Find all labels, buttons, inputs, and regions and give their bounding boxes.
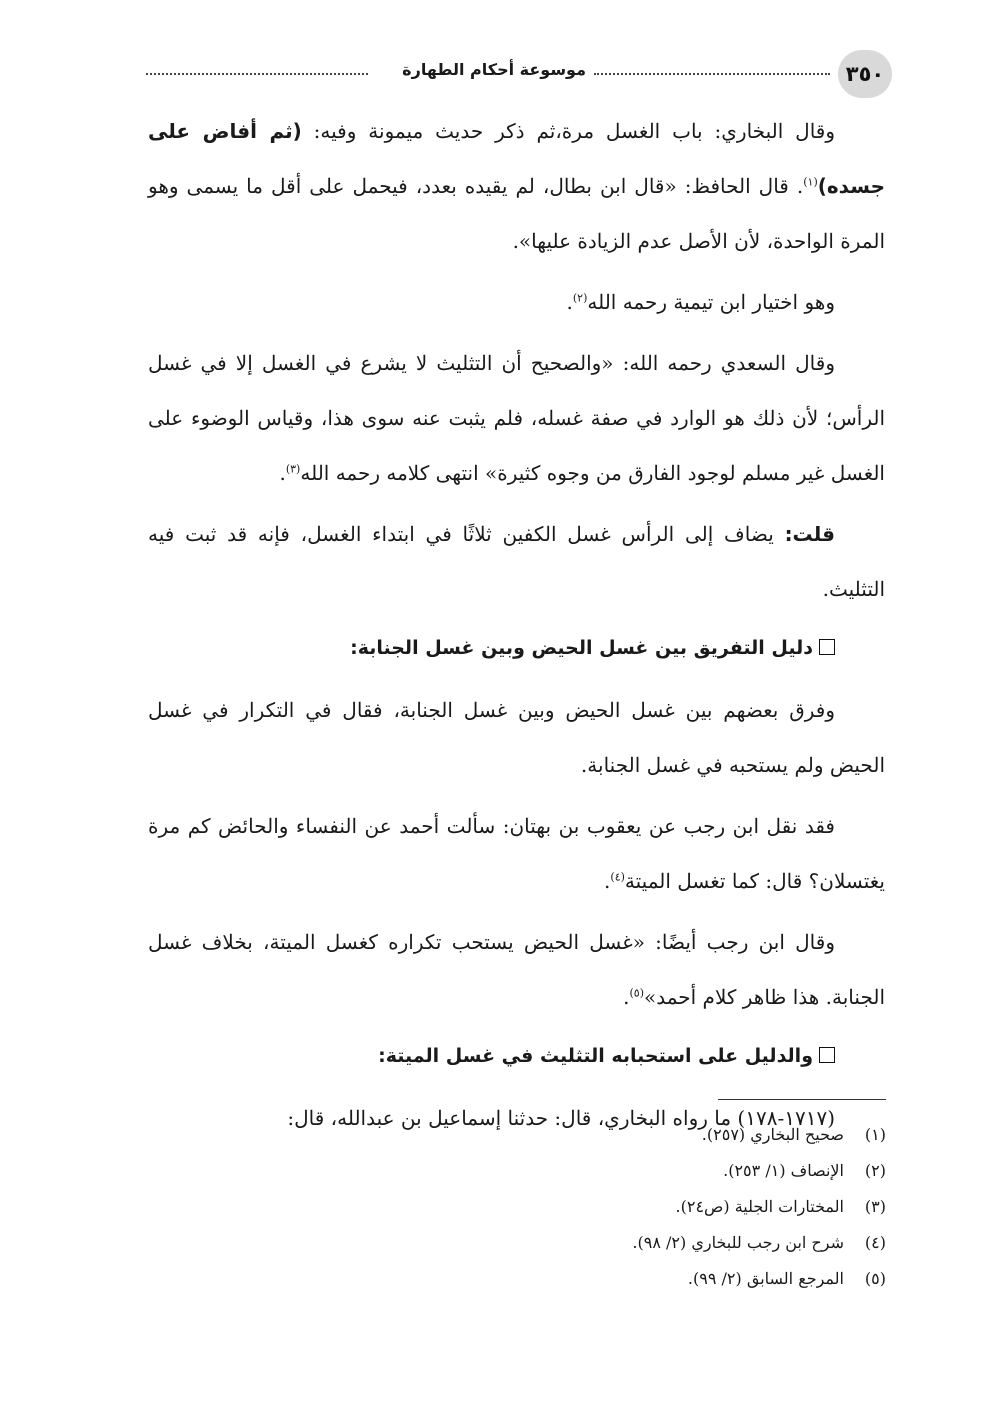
paragraph-3: وقال السعدي رحمه الله: «والصحيح أن التثليث لا يشرع في الغسل إلا في غسل الرأس؛ لأن ذلك هو الوارد في صفة غسله، فلم يثبت عنه سوى هذا، وقياس الوضوء على الغسل غير مسلم لوجود الفارق من وجوه كثيرة» انتهى كلامه رحمه الله$^{(٣)}$. bbox=[148, 351, 886, 485]
footnote-item bbox=[146, 1153, 886, 1189]
footnote-text: المختارات الجلية (ص٢٤). bbox=[675, 1197, 844, 1216]
footnote-item bbox=[146, 1261, 886, 1297]
header-dots-left bbox=[146, 73, 368, 75]
paragraph-6: فقد نقل ابن رجب عن يعقوب بن بهتان: سألت أحمد عن النفساء والحائض كم مرة يغتسلان؟ قال: كما تغسل الميتة$^{(٤)}$. bbox=[148, 814, 885, 893]
paragraph-8: (١٧١٧-١٧٨) ما رواه البخاري، قال: حدثنا إسماعيل بن عبدالله، قال: bbox=[287, 1106, 835, 1130]
footnote-separator bbox=[718, 1099, 886, 1100]
footnote-item bbox=[146, 1225, 886, 1261]
footnote-item bbox=[146, 1189, 886, 1225]
footnote-text: المرجع السابق (٢/ ٩٩). bbox=[687, 1269, 844, 1288]
square-bullet-icon bbox=[819, 639, 835, 655]
footnote-text: صحيح البخاري (٢٥٧). bbox=[701, 1125, 844, 1144]
footnote-ref-4[interactable]: (٤) bbox=[610, 870, 625, 884]
header-dots-right bbox=[594, 73, 830, 75]
main-text bbox=[148, 104, 885, 1152]
paragraph-1: وقال البخاري: باب الغسل مرة،ثم ذكر حديث ميمونة وفيه: (ثم أفاض على جسده)$^{(١)}$. قال الحافظ: «قال ابن بطال، لم يقيده بعدد، فيحمل على أقل ما يسمى وهو المرة الواحدة، لأن الأصل عدم الزيادة عليها». bbox=[148, 119, 885, 253]
footnote-ref-2[interactable]: (٢) bbox=[572, 291, 588, 305]
section-heading-2: والدليل على استحبابه التثليث في غسل الميتة: bbox=[148, 1031, 885, 1081]
book-title: موسوعة أحكام الطهارة bbox=[396, 60, 592, 79]
square-bullet-icon bbox=[819, 1047, 835, 1063]
footnote-ref-3[interactable]: (٣) bbox=[285, 462, 301, 476]
footnote-text: الإنصاف (١/ ٢٥٣). bbox=[723, 1161, 844, 1180]
paragraph-4: قلت: يضاف إلى الرأس غسل الكفين ثلاثًا في ابتداء الغسل، فإنه قد ثبت فيه التثليث. bbox=[148, 522, 885, 601]
page-number: ٣٥٠ bbox=[838, 50, 892, 98]
footnote-number: (٤) bbox=[864, 1233, 886, 1252]
footnote-number: (١) bbox=[864, 1125, 886, 1144]
paragraph-5: وفرق بعضهم بين غسل الحيض وبين غسل الجنابة، فقال في التكرار في غسل الحيض ولم يستحبه في غسل الجنابة. bbox=[148, 698, 885, 777]
footnote-text: شرح ابن رجب للبخاري (٢/ ٩٨). bbox=[632, 1233, 844, 1252]
footnote-item bbox=[146, 1117, 886, 1153]
page-header bbox=[140, 50, 892, 98]
paragraph-7: وقال ابن رجب أيضًا: «غسل الحيض يستحب تكراره كغسل الميتة، بخلاف غسل الجنابة. هذا ظاهر كلام أحمد»$^{(٥)}$. bbox=[148, 930, 885, 1009]
section-heading-1: دليل التفريق بين غسل الحيض وبين غسل الجنابة: bbox=[148, 623, 885, 673]
footnotes bbox=[146, 1117, 886, 1297]
footnote-number: (٣) bbox=[864, 1197, 886, 1216]
qultu-label: قلت: bbox=[784, 522, 835, 546]
hadith-quote: (ثم أفاض على جسده) bbox=[148, 119, 885, 198]
footnote-number: (٢) bbox=[864, 1161, 886, 1180]
footnote-number: (٥) bbox=[864, 1269, 886, 1288]
footnote-ref-5[interactable]: (٥) bbox=[629, 986, 644, 1000]
footnote-ref-1[interactable]: (١) bbox=[803, 175, 818, 189]
paragraph-2: وهو اختيار ابن تيمية رحمه الله$^{(٢)}$. bbox=[566, 290, 835, 314]
